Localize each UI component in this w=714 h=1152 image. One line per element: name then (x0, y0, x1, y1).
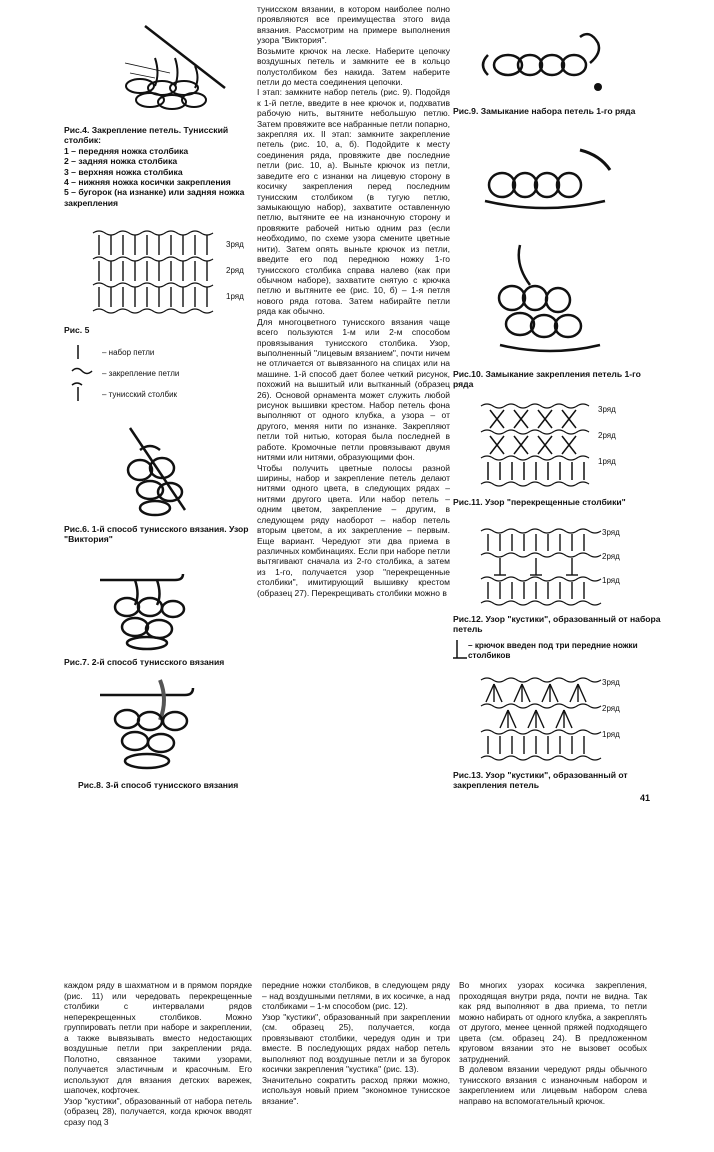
fig11-diagram (478, 400, 608, 495)
middle-column-text (257, 4, 450, 598)
fig12-row-label: 3ряд (602, 528, 620, 537)
fig4-illustration (100, 18, 240, 118)
fig5-row-label: 2ряд (226, 266, 244, 275)
fig5-row-label: 3ряд (226, 240, 244, 249)
fig4-caption: Рис.4. Закрепление петель. Тунисский столбик: (64, 125, 229, 146)
fig7-illustration (95, 565, 205, 653)
fig4-item: 5 – бугорок (на изнанке) или задняя ножка закрепления (64, 187, 245, 208)
legend5-item: – тунисский столбик (102, 390, 178, 399)
fig6-caption: Рис.6. 1-й способ тунисского вязания. Узор "Виктория" (64, 524, 249, 545)
fig11-row-label: 3ряд (598, 405, 616, 414)
fig13-row-label: 1ряд (602, 730, 620, 739)
fig13-caption: Рис.13. Узор "кустики", образованный от закрепления петель (453, 770, 628, 791)
paragraph: Возьмите крючок на леске. Наберите цепочку воздушных петель и замкните ее в кольцо полустолбиком без накида. Затем наберите петли до места соединения цепочки. (257, 45, 450, 87)
fig4-item: 4 – нижняя ножка косички закрепления (64, 177, 231, 188)
fig5-caption: Рис. 5 (64, 325, 90, 335)
fig11-row-label: 1ряд (598, 457, 616, 466)
fig12-legend: – крючок введен под три передние ножки столбиков (468, 641, 638, 661)
paragraph: тунисском вязании, в котором наиболее полно проявляются все преимущества этого вида вязания. Рассмотрим на примере выполнения узора "Виктория". (257, 4, 450, 46)
paragraph: Чтобы получить цветные полосы разной ширины, набор и закрепление петель делают нитями одного цвета, в следующих рядах – нитями другого цвета. Или набор петель – одним цветом, закрепление – другим, в следующем ряду наоборот – набор петель вторым цветом, а их закрепление – первым. Еще вариант. Чередуют эти два приема в различных комбинациях. Если при наборе петли вытягивают сначала из 2-го столбика, а затем из 1-го, получается узор "перекрещенные столбики", имитирующий вышивку крестом (образец 27). Перекрещивать столбики можно в (257, 462, 450, 598)
fig12-row-label: 2ряд (602, 552, 620, 561)
bottom-col-3: Во многих узорах косичка закрепления, проходящая внутри ряда, почти не видна. Так как ряд выполняют в два приема, то петли можно набирать от одного клубка, а закреплять от другого, менее ценной пряжей подходящего цвета (см. образец 24). В предложенном круговом вязании это не вызовет особых затруднений. В долевом вязании чередуют ряды обычного тунисского вязания с изнаночным набором и закреплением или лицевым набором слева направо на вспомогательный крючок. (459, 980, 647, 1106)
fig11-row-label: 2ряд (598, 431, 616, 440)
fig12-row-label: 1ряд (602, 576, 620, 585)
fig10a-illustration (480, 135, 630, 215)
fig9-caption: Рис.9. Замыкание набора петель 1-го ряда (453, 106, 636, 116)
fig9-illustration (480, 25, 620, 95)
fig4-caption-block (64, 125, 249, 208)
fig5-diagram (88, 225, 248, 325)
fig13-diagram (478, 672, 613, 767)
bottom-col-1: каждом ряду в шахматном и в прямом порядке (рис. 11) или чередовать перекрещенные столбики с интервалами рядов неперекрещенных столбиков. Можно группировать петли при наборе и закреплении, а также вывязывать вместо недостающих воздушные петли при закреплении ряда. Полотно, связанное такими узорами, получается эластичным и красочным. Его используют для вязания детских варежек, шапочек, кофточек. Узор "кустики", образованный от набора петель (образец 28), получается, когда крючок вводят сразу под 3 (64, 980, 252, 1127)
fig4-item: 2 – задняя ножка столбика (64, 156, 178, 167)
paragraph: I этап: замкните набор петель (рис. 9). Подойдя к 1-й петле, введите в нее крючок и, подхватив рабочую нить, вытяните небольшую петлю. Затем провяжите все набранные петли попарно, закрепляя их. II этап: замкните закрепление петель (рис. 10, а, б). Подойдите к месту соединения ряда, провяжите две последние петли (рис. 10, а). Выньте крючок из петли, заведите его с изнанки на лицевую сторону в косичку закрепления перед последним тунисским столбиком (в тугую петлю, замыкающую набор), захватите оставленную петлю, вытяните ее на изнаночную сторону и провяжите рабочей нитью одним раз (если необходимо, по схеме узора смените цветные нити). Затем опять выньте крючок из петли, введите его под переднюю ножку 1-го тунисского столбика справа налево (как при обычном наборе), захватите снятую с крючка петлю и вытяните ее (рис. 10, б) – 1-я петля нового ряда готова. Затем набирайте петли ряда как обычно. (257, 87, 450, 317)
fig10-caption: Рис.10. Замыкание закрепления петель 1-го ряда (453, 369, 641, 390)
bottom-col-2: передние ножки столбиков, в следующем ряду – над воздушными петлями, в их косичке, а над столбиками – 1-м способом (рис. 12). Узор "кустики", образованный при закреплении (см. образец 25), получается, когда провязывают столбики, чередуя один и три вместе. В последующих рядах набор петель выполняют под воздушные петли и за бугорок косички закрепления "кустика" (рис. 13). Значительно сократить расход пряжи можно, используя новый прием "экономное тунисское вязание". (262, 980, 450, 1106)
legend5-item: – закрепление петли (102, 369, 180, 378)
fig12-diagram (478, 525, 613, 610)
fig8-illustration (95, 675, 215, 775)
fig11-caption: Рис.11. Узор "перекрещенные столбики" (453, 497, 626, 507)
legend5-symbols (70, 343, 100, 403)
fig4-item: 3 – верхняя ножка столбика (64, 166, 183, 177)
fig8-caption: Рис.8. 3-й способ тунисского вязания (78, 780, 239, 790)
legend5-item: – набор петли (102, 348, 155, 357)
fig6-illustration (110, 420, 200, 520)
fig4-item: 1 – передняя ножка столбика (64, 145, 189, 156)
fig13-row-label: 3ряд (602, 678, 620, 687)
fig7-caption: Рис.7. 2-й способ тунисского вязания (64, 657, 225, 667)
paragraph: Для многоцветного тунисского вязания чаще всего пользуются 1-м или 2-м способом провязывания тунисского столбика. Узор, выполненный "лицевым вязанием", почти ничем не отличается от вывязанного на спицах или на машине. 1-й способ дает более четкий рисунок, похожий на вышитый или вытканный (образец 26). Основой орнамента может служить любой рисунок вышивки крестом. Набор петель фона выполняют от одного клубка, а узора – от другого, меняя нити по изнанке. Закрепляют петли той нитью, которая была последней в работе. Кромочные петли провязывают двумя нитями или нитями, образующими фон. (257, 316, 450, 463)
fig5-row-label: 1ряд (226, 292, 244, 301)
hook-symbol-icon (453, 638, 469, 660)
fig10b-illustration (480, 240, 630, 360)
fig13-row-label: 2ряд (602, 704, 620, 713)
fig12-caption: Рис.12. Узор "кустики", образованный от набора петель (453, 614, 661, 635)
page-number: 41 (640, 793, 651, 803)
